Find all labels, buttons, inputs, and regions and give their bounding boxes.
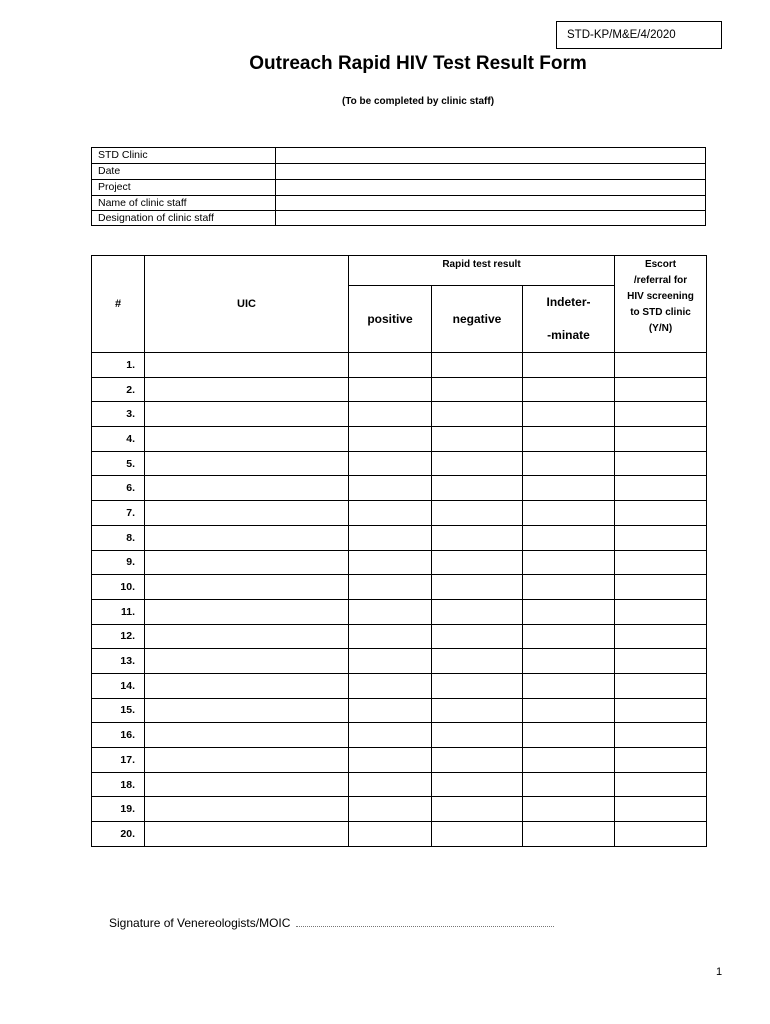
positive-cell[interactable] xyxy=(349,575,432,600)
escort-header-line: (Y/N) xyxy=(648,323,673,334)
escort-cell[interactable] xyxy=(615,575,707,600)
positive-cell[interactable] xyxy=(349,550,432,575)
column-header-number: # xyxy=(92,256,145,353)
row-number: 7. xyxy=(92,501,145,526)
table-row xyxy=(92,797,707,822)
table-row xyxy=(92,624,707,649)
escort-cell[interactable] xyxy=(615,698,707,723)
indeterminate-cell[interactable] xyxy=(523,822,615,847)
escort-cell[interactable] xyxy=(615,822,707,847)
row-number: 18. xyxy=(92,772,145,797)
positive-cell[interactable] xyxy=(349,649,432,674)
positive-cell[interactable] xyxy=(349,402,432,427)
uic-cell[interactable] xyxy=(145,797,349,822)
negative-cell[interactable] xyxy=(432,476,523,501)
indeterminate-cell[interactable] xyxy=(523,427,615,452)
info-row-std-clinic xyxy=(92,148,706,164)
indeterminate-cell[interactable] xyxy=(523,550,615,575)
row-number: 11. xyxy=(92,599,145,624)
info-label: Date xyxy=(92,164,276,180)
negative-cell[interactable] xyxy=(432,525,523,550)
uic-cell[interactable] xyxy=(145,427,349,452)
row-number: 19. xyxy=(92,797,145,822)
indeterminate-cell[interactable] xyxy=(523,402,615,427)
indeterminate-cell[interactable] xyxy=(523,748,615,773)
row-number: 17. xyxy=(92,748,145,773)
negative-cell[interactable] xyxy=(432,377,523,402)
positive-cell[interactable] xyxy=(349,476,432,501)
uic-cell[interactable] xyxy=(145,772,349,797)
negative-cell[interactable] xyxy=(432,402,523,427)
escort-cell[interactable] xyxy=(615,797,707,822)
uic-cell[interactable] xyxy=(145,649,349,674)
uic-cell[interactable] xyxy=(145,353,349,378)
table-row xyxy=(92,476,707,501)
table-row xyxy=(92,377,707,402)
negative-cell[interactable] xyxy=(432,822,523,847)
negative-cell[interactable] xyxy=(432,772,523,797)
indeterminate-cell[interactable] xyxy=(523,525,615,550)
info-label: STD Clinic xyxy=(92,148,276,164)
table-row xyxy=(92,723,707,748)
uic-cell[interactable] xyxy=(145,748,349,773)
results-table xyxy=(91,255,707,847)
escort-cell[interactable] xyxy=(615,501,707,526)
column-header-indeterminate xyxy=(523,286,615,353)
positive-cell[interactable] xyxy=(349,772,432,797)
positive-cell[interactable] xyxy=(349,525,432,550)
info-row-designation xyxy=(92,211,706,226)
page-number: 1 xyxy=(716,966,723,978)
table-row xyxy=(92,353,707,378)
row-number: 8. xyxy=(92,525,145,550)
positive-cell[interactable] xyxy=(349,427,432,452)
info-row-staff-name xyxy=(92,196,706,211)
uic-cell[interactable] xyxy=(145,599,349,624)
indeterminate-cell[interactable] xyxy=(523,451,615,476)
table-row xyxy=(92,451,707,476)
result-rows xyxy=(92,353,707,847)
negative-cell[interactable] xyxy=(432,673,523,698)
row-number: 9. xyxy=(92,550,145,575)
escort-cell[interactable] xyxy=(615,451,707,476)
indeterminate-cell[interactable] xyxy=(523,797,615,822)
escort-cell[interactable] xyxy=(615,599,707,624)
indeterminate-cell[interactable] xyxy=(523,599,615,624)
negative-cell[interactable] xyxy=(432,599,523,624)
indeterminate-header-line: Indeter- xyxy=(546,295,591,309)
positive-cell[interactable] xyxy=(349,822,432,847)
negative-cell[interactable] xyxy=(432,353,523,378)
table-row xyxy=(92,501,707,526)
uic-cell[interactable] xyxy=(145,723,349,748)
column-header-escort xyxy=(615,256,707,353)
escort-cell[interactable] xyxy=(615,427,707,452)
row-number: 10. xyxy=(92,575,145,600)
std-clinic-field[interactable] xyxy=(276,148,706,164)
escort-header-line: to STD clinic xyxy=(630,307,691,318)
info-row-date xyxy=(92,164,706,180)
indeterminate-cell[interactable] xyxy=(523,772,615,797)
uic-cell[interactable] xyxy=(145,673,349,698)
indeterminate-cell[interactable] xyxy=(523,698,615,723)
positive-cell[interactable] xyxy=(349,599,432,624)
negative-cell[interactable] xyxy=(432,624,523,649)
uic-cell[interactable] xyxy=(145,822,349,847)
indeterminate-cell[interactable] xyxy=(523,476,615,501)
indeterminate-cell[interactable] xyxy=(523,673,615,698)
uic-cell[interactable] xyxy=(145,550,349,575)
positive-cell[interactable] xyxy=(349,377,432,402)
row-number: 1. xyxy=(92,353,145,378)
escort-cell[interactable] xyxy=(615,649,707,674)
negative-cell[interactable] xyxy=(432,797,523,822)
uic-cell[interactable] xyxy=(145,698,349,723)
escort-header-line: Escort xyxy=(644,259,677,270)
date-field[interactable] xyxy=(276,164,706,180)
indeterminate-cell[interactable] xyxy=(523,575,615,600)
uic-cell[interactable] xyxy=(145,451,349,476)
column-header-rapid-test-result: Rapid test result xyxy=(349,256,615,286)
table-row xyxy=(92,402,707,427)
negative-cell[interactable] xyxy=(432,723,523,748)
uic-cell[interactable] xyxy=(145,377,349,402)
uic-cell[interactable] xyxy=(145,525,349,550)
indeterminate-cell[interactable] xyxy=(523,723,615,748)
uic-cell[interactable] xyxy=(145,402,349,427)
table-row xyxy=(92,427,707,452)
table-row xyxy=(92,748,707,773)
escort-cell[interactable] xyxy=(615,353,707,378)
table-row xyxy=(92,772,707,797)
positive-cell[interactable] xyxy=(349,748,432,773)
indeterminate-cell[interactable] xyxy=(523,501,615,526)
uic-cell[interactable] xyxy=(145,575,349,600)
indeterminate-cell[interactable] xyxy=(523,353,615,378)
negative-cell[interactable] xyxy=(432,427,523,452)
signature-label: Signature of Venereologists/MOIC xyxy=(109,916,291,930)
positive-cell[interactable] xyxy=(349,673,432,698)
negative-cell[interactable] xyxy=(432,501,523,526)
page-subtitle: (To be completed by clinic staff) xyxy=(341,96,495,107)
escort-cell[interactable] xyxy=(615,723,707,748)
escort-header-line: /referral for xyxy=(633,275,688,286)
row-number: 3. xyxy=(92,402,145,427)
column-header-positive: positive xyxy=(349,286,432,353)
table-row xyxy=(92,649,707,674)
column-header-negative: negative xyxy=(432,286,523,353)
row-number: 2. xyxy=(92,377,145,402)
info-label: Name of clinic staff xyxy=(92,196,276,211)
positive-cell[interactable] xyxy=(349,501,432,526)
table-row xyxy=(92,673,707,698)
escort-cell[interactable] xyxy=(615,525,707,550)
page-title: Outreach Rapid HIV Test Result Form xyxy=(249,53,587,74)
uic-cell[interactable] xyxy=(145,476,349,501)
negative-cell[interactable] xyxy=(432,649,523,674)
info-label: Project xyxy=(92,180,276,196)
staff-name-field[interactable] xyxy=(276,196,706,211)
table-row xyxy=(92,822,707,847)
info-label: Designation of clinic staff xyxy=(92,211,276,226)
signature-line[interactable] xyxy=(296,916,554,927)
project-field[interactable] xyxy=(276,180,706,196)
indeterminate-cell[interactable] xyxy=(523,377,615,402)
escort-cell[interactable] xyxy=(615,772,707,797)
info-row-project xyxy=(92,180,706,196)
escort-cell[interactable] xyxy=(615,476,707,501)
row-number: 14. xyxy=(92,673,145,698)
form-code: STD-KP/M&E/4/2020 xyxy=(556,21,722,49)
table-row xyxy=(92,698,707,723)
positive-cell[interactable] xyxy=(349,624,432,649)
row-number: 5. xyxy=(92,451,145,476)
negative-cell[interactable] xyxy=(432,451,523,476)
row-number: 4. xyxy=(92,427,145,452)
positive-cell[interactable] xyxy=(349,451,432,476)
designation-field[interactable] xyxy=(276,211,706,226)
escort-cell[interactable] xyxy=(615,748,707,773)
indeterminate-cell[interactable] xyxy=(523,624,615,649)
indeterminate-header-line: -minate xyxy=(547,328,590,342)
escort-cell[interactable] xyxy=(615,673,707,698)
row-number: 20. xyxy=(92,822,145,847)
escort-cell[interactable] xyxy=(615,624,707,649)
escort-cell[interactable] xyxy=(615,377,707,402)
uic-cell[interactable] xyxy=(145,501,349,526)
row-number: 6. xyxy=(92,476,145,501)
row-number: 15. xyxy=(92,698,145,723)
escort-header-line: HIV screening xyxy=(627,291,694,302)
table-row xyxy=(92,575,707,600)
indeterminate-cell[interactable] xyxy=(523,649,615,674)
positive-cell[interactable] xyxy=(349,797,432,822)
column-header-uic: UIC xyxy=(145,256,349,353)
negative-cell[interactable] xyxy=(432,698,523,723)
negative-cell[interactable] xyxy=(432,550,523,575)
signature-block xyxy=(109,916,554,930)
negative-cell[interactable] xyxy=(432,575,523,600)
escort-cell[interactable] xyxy=(615,550,707,575)
table-row xyxy=(92,525,707,550)
row-number: 12. xyxy=(92,624,145,649)
row-number: 16. xyxy=(92,723,145,748)
table-row xyxy=(92,599,707,624)
positive-cell[interactable] xyxy=(349,723,432,748)
table-row xyxy=(92,550,707,575)
negative-cell[interactable] xyxy=(432,748,523,773)
positive-cell[interactable] xyxy=(349,353,432,378)
escort-cell[interactable] xyxy=(615,402,707,427)
positive-cell[interactable] xyxy=(349,698,432,723)
uic-cell[interactable] xyxy=(145,624,349,649)
row-number: 13. xyxy=(92,649,145,674)
info-table xyxy=(91,147,706,226)
